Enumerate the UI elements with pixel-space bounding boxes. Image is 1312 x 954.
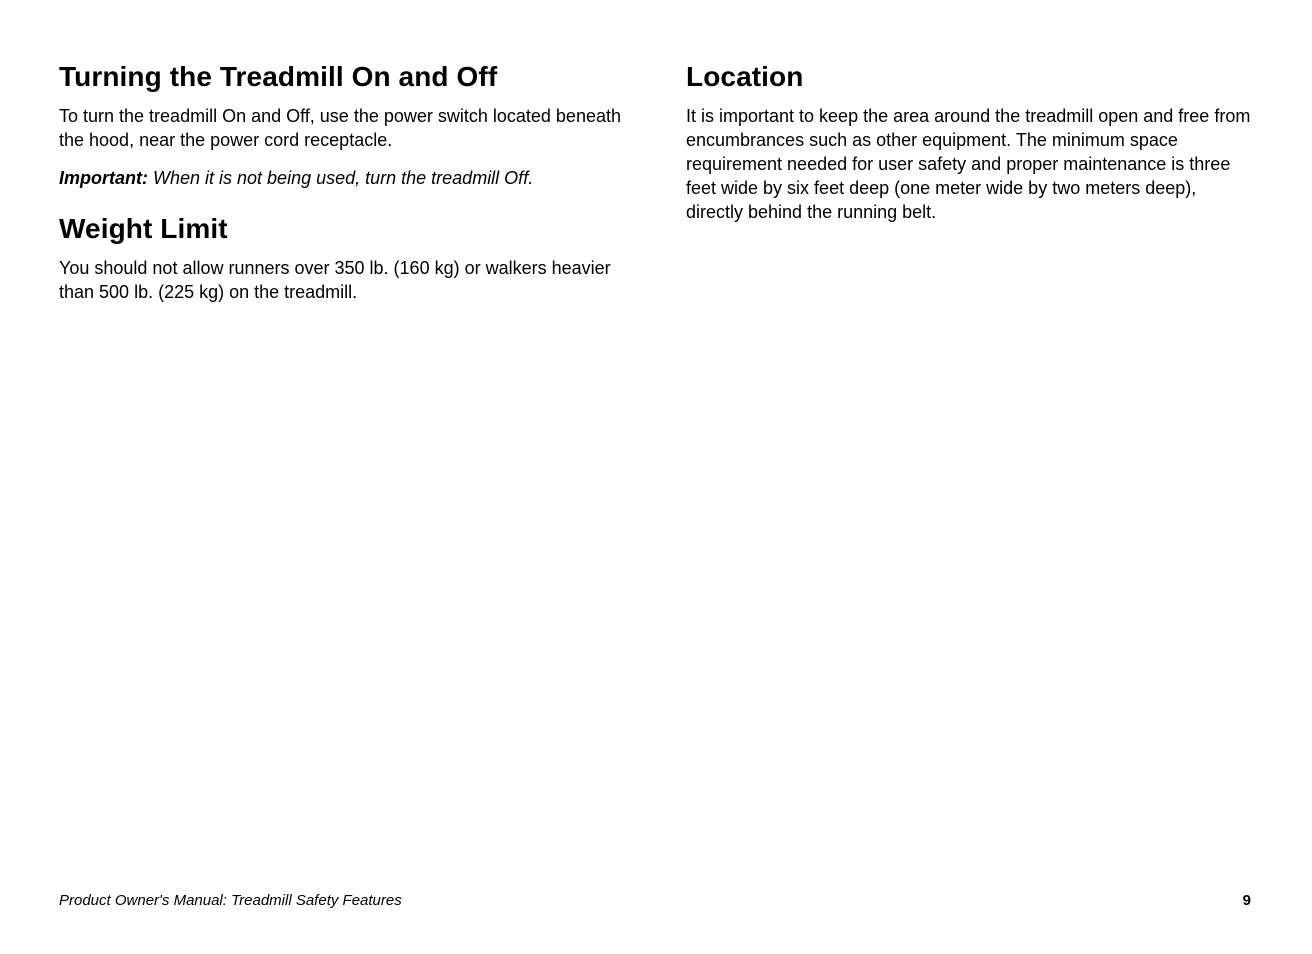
important-note [59, 166, 634, 190]
paragraph-location: It is important to keep the area around the treadmill open and free from encumbrances such as other equipment. The minimum space requirement needed for user safety and proper maintenance is three feet wide by six feet deep (one meter wide by two meters deep), directly behind the running belt. [686, 106, 1251, 222]
page-number: 9 [1242, 892, 1251, 909]
paragraph-weight-limit: You should not allow runners over 350 lb. (160 kg) or walkers heavier than 500 lb. (225 kg) on the treadmill. [59, 258, 611, 302]
left-column [59, 58, 634, 304]
heading-weight-limit: Weight Limit [59, 213, 228, 244]
paragraph-turning-on-off: To turn the treadmill On and Off, use the power switch located beneath the hood, near the power cord receptacle. [59, 106, 621, 150]
important-label: Important: [59, 168, 148, 188]
heading-turning-on-off: Turning the Treadmill On and Off [59, 61, 498, 92]
heading-location: Location [686, 61, 804, 92]
footer-title: Product Owner's Manual: Treadmill Safety Features [59, 892, 402, 909]
right-column [686, 58, 1258, 224]
important-text: When it is not being used, turn the treadmill Off. [148, 168, 534, 188]
